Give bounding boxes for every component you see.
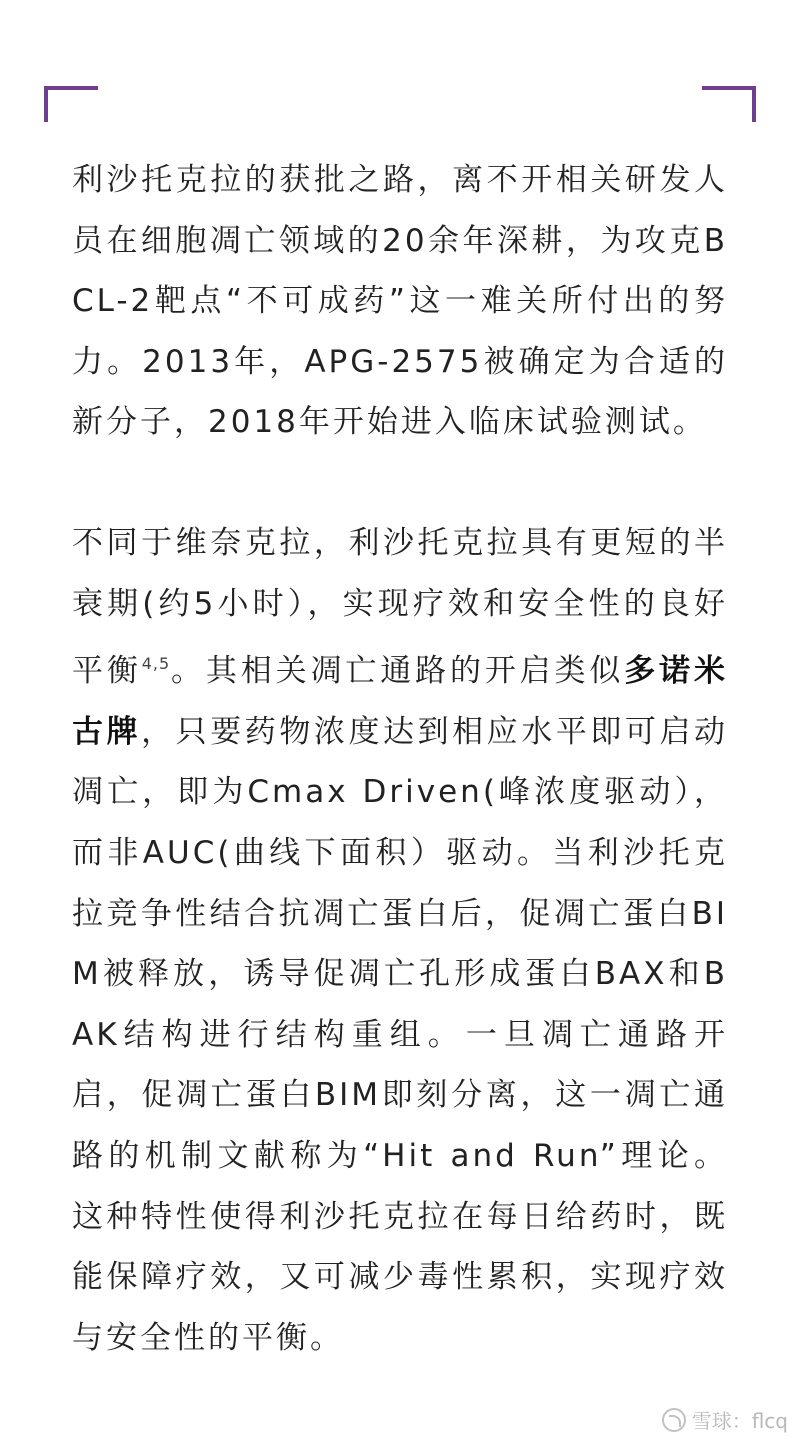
paragraph-2-part-1: 不同于维奈克拉，利沙托克拉具有更短的半衰期(约5小时），实现疗效和安全性的良好平衡 [72, 524, 728, 690]
paragraph-2-part-2: 。其相关凋亡通路的开启类似 [170, 653, 625, 690]
watermark-text: 雪球：flcq [691, 1409, 788, 1433]
paragraph-approval-history [72, 150, 728, 453]
top-left-corner-bracket [44, 86, 98, 122]
reference-superscript: 4,5 [141, 654, 171, 674]
paragraph-mechanism [72, 513, 728, 1368]
paragraph-1-text: 利沙托克拉的获批之路，离不开相关研发人员在细胞凋亡领域的20余年深耕，为攻克BCL-2靶点“不可成药”这一难关所付出的努力。2013年，APG-2575被确定为合适的新分子，2018年开始进入临床试验测试。 [72, 162, 728, 441]
watermark [662, 1405, 788, 1434]
paragraph-2-part-3: ，只要药物浓度达到相应水平即可启动凋亡，即为Cmax Driven(峰浓度驱动），而非AUC(曲线下面积）驱动。当利沙托克拉竞争性结合抗凋亡蛋白后，促凋亡蛋白BIM被释放，诱导促凋亡孔形成蛋白BAX和BAK结构进行结构重组。一旦凋亡通路开启，促凋亡蛋白BIM即刻分离，这一凋亡通路的机制文献称为“Hit and Run”理论。这种特性使得利沙托克拉在每日给药时，既能保障疗效，又可减少毒性累积，实现疗效与安全性的平衡。 [72, 713, 729, 1356]
top-right-corner-bracket [702, 86, 756, 122]
snowball-logo-icon [662, 1408, 686, 1432]
article-body [72, 150, 728, 1368]
bold-term: 多诺米古牌 [72, 653, 729, 750]
